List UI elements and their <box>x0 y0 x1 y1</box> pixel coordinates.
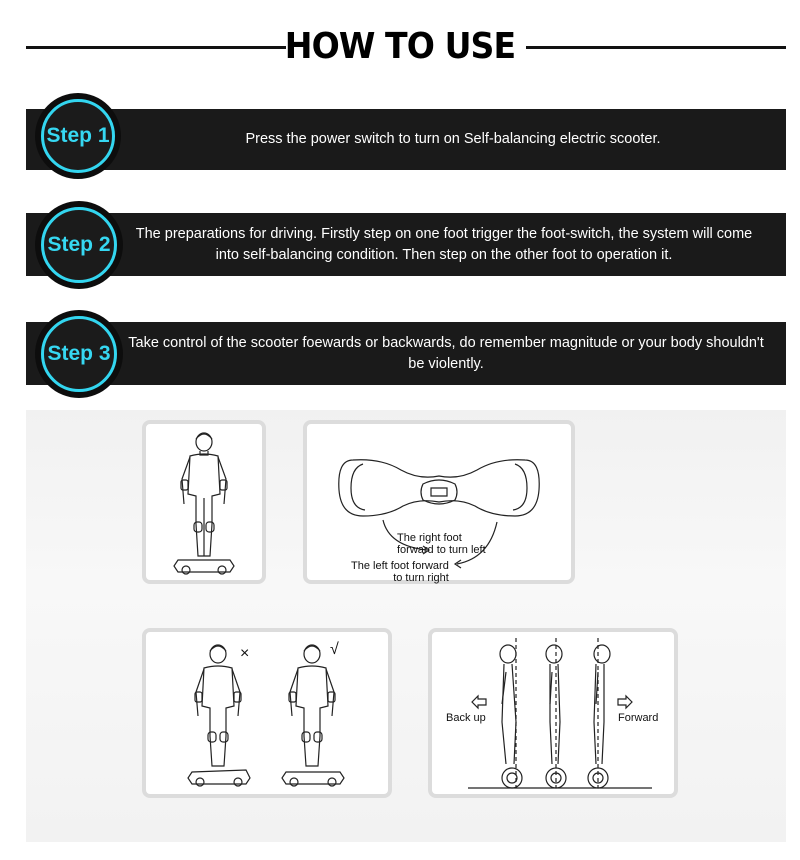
wrong-posture-mark: × <box>240 645 250 662</box>
turning-panel <box>303 420 575 584</box>
step-3-text: Take control of the scooter foewards or backwards, do remember magnitude or your body shouldn't be violently. <box>128 335 764 372</box>
header-right-rule <box>526 46 786 49</box>
step-1-badge <box>35 93 121 179</box>
step-2-label: Step 2 <box>47 233 111 256</box>
step-2-badge <box>35 201 123 289</box>
forward-caption: Forward <box>618 712 659 724</box>
right-posture-mark: √ <box>330 641 339 658</box>
page-title: HOW TO USE <box>284 26 516 67</box>
step-1-text: Press the power switch to turn on Self-balancing electric scooter. <box>245 131 661 147</box>
left-foot-caption: The left foot forward to turn right <box>351 560 449 584</box>
posture-comparison-icon <box>146 632 388 794</box>
right-foot-caption: The right foot forward to turn left <box>397 532 486 556</box>
step-3-label: Step 3 <box>47 342 111 365</box>
hoverboard-top-view-icon <box>307 424 571 580</box>
header <box>0 24 800 74</box>
step-3-badge <box>35 310 123 398</box>
direction-panel <box>428 628 678 798</box>
step-1-bar <box>26 109 786 170</box>
back-up-caption: Back up <box>446 712 486 724</box>
standing-rider-icon <box>146 424 262 580</box>
posture-panel <box>142 628 392 798</box>
step-3-bar <box>26 322 786 385</box>
step-1-label: Step 1 <box>46 124 110 147</box>
step-2-bar <box>26 213 786 276</box>
standing-rider-panel <box>142 420 266 584</box>
step-2-text: The preparations for driving. Firstly step on one foot trigger the foot-switch, the system will come into self-balancing condition. Then step on the other foot to operation it. <box>135 226 753 263</box>
illustrations-area <box>26 410 786 842</box>
